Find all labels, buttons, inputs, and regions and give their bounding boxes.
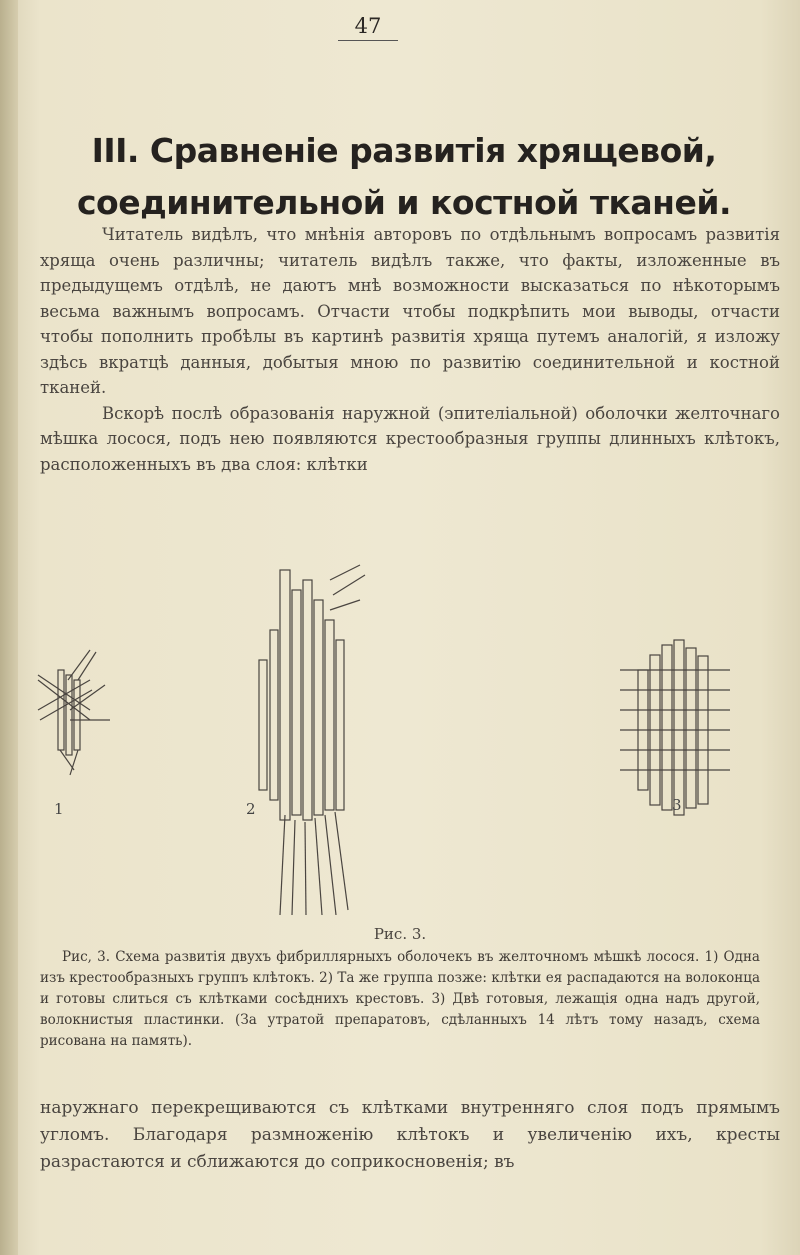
figure-caption [40,947,760,1052]
section-heading: III. Сравненіе развитія хрящевой, соединительной и костной тканей. [76,131,732,222]
paragraph-3: наружнаго перекрещиваются съ клѣтками внутренняго слоя подъ прямымъ угломъ. Благодаря размноженію клѣтокъ и увеличенію ихъ, кресты разрастаются и сближаются до соприкосновенія; въ [40,1098,780,1172]
body-text-bottom [40,1095,780,1176]
figure-drawing [30,560,750,915]
figure-3 [30,560,750,915]
paragraph-1: Читатель видѣлъ, что мнѣнія авторовъ по отдѣльнымъ вопросамъ развитія хряща очень различны; читатель видѣлъ также, что факты, изложенные въ предыдущемъ отдѣлѣ, не даютъ мнѣ возможности высказаться по нѣкоторымъ весьма важнымъ вопросамъ. Отчасти чтобы подкрѣпить мои выводы, отчасти чтобы пополнить пробѣлы въ картинѣ развитія хряща путемъ аналогій, я изложу здѣсь вкратцѣ данныя, добытыя мною по развитію соединительной и костной тканей. [40,225,780,397]
caption-text: Рис, 3. Схема развитія двухъ фибриллярныхъ оболочекъ въ желточномъ мѣшкѣ лосося. 1) Одна изъ крестообразныхъ группъ клѣтокъ. 2) Та же группа позже: клѣтки ея распадаются на волоконца и готовы слиться съ клѣтками сосѣднихъ крестовъ. 3) Двѣ готовыя, лежащія одна надъ другой, волокнистыя пластинки. (За утратой препаратовъ, сдѣланныхъ 14 лѣтъ тому назадъ, схема рисована на память). [40,949,760,1049]
binding-edge [0,0,18,1255]
fibre-plates-3 [620,640,730,815]
figure-label-3: 3 [672,796,682,814]
figure-title: Рис. 3. [373,925,427,943]
paragraph-2: Вскорѣ послѣ образованія наружной (эпителіальной) оболочки желточнаго мѣшка лосося, подъ нею появляются крестообразныя группы длинныхъ клѣтокъ, расположенныхъ въ два слоя: клѣтки [40,403,780,474]
figure-label-1: 1 [54,800,64,818]
fibre-bundle-2 [259,565,365,915]
body-text-top [40,222,780,477]
page-number: 47 [338,14,398,41]
figure-label-2: 2 [246,800,256,818]
cross-group-1 [38,650,110,775]
